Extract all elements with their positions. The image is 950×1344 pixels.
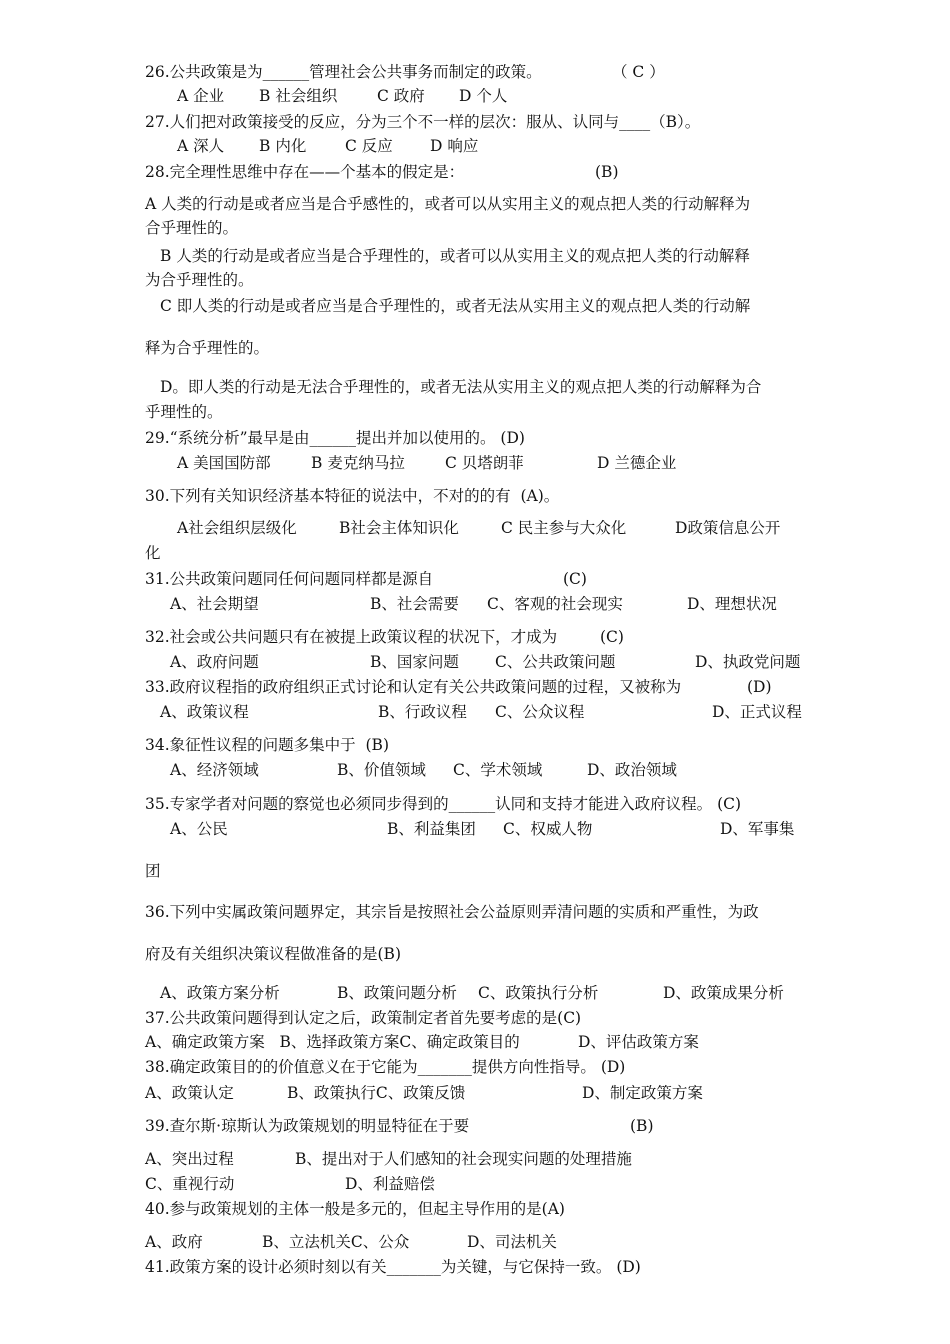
text-segment: C、重视行动 xyxy=(145,1175,235,1193)
text-segment: 合乎理性的。 xyxy=(145,219,239,237)
text-segment: D、政治领域 xyxy=(587,761,677,779)
text-segment: 39.查尔斯·琼斯认为政策规划的明显特征在于要 xyxy=(145,1117,470,1135)
text-segment: C 政府 xyxy=(377,87,425,105)
text-segment: 乎理性的。 xyxy=(145,403,223,421)
text-segment: 30.下列有关知识经济基本特征的说法中，不对的的有 (A)。 xyxy=(145,487,560,505)
text-segment: 32.社会或公共问题只有在被提上政策议程的状况下，才成为 xyxy=(145,628,558,646)
text-segment: A、经济领域 xyxy=(170,761,259,779)
text-segment: C 即人类的行动是或者应当是合乎理性的，或者无法从实用主义的观点把人类的行动解 xyxy=(160,297,751,315)
text-segment: A 人类的行动是或者应当是合乎感性的，或者可以从实用主义的观点把人类的行动解释为 xyxy=(145,195,751,213)
text-segment: D 兰德企业 xyxy=(597,454,677,472)
text-segment: (C) xyxy=(600,628,624,646)
text-segment: C 反应 xyxy=(345,137,393,155)
text-segment: B 人类的行动是或者应当是合乎理性的，或者可以从实用主义的观点把人类的行动解释 xyxy=(160,247,750,265)
text-segment: A、政府 xyxy=(145,1233,203,1251)
text-segment: 36.下列中实属政策问题界定，其宗旨是按照社会公益原则弄清问题的实质和严重性，为政 xyxy=(145,903,759,921)
text-segment: 28.完全理性思维中存在——个基本的假定是： xyxy=(145,163,465,181)
text-segment: D 响应 xyxy=(430,137,479,155)
text-segment: D、制定政策方案 xyxy=(582,1084,703,1102)
text-segment: (C) xyxy=(563,570,587,588)
text-segment: D、正式议程 xyxy=(712,703,802,721)
text-segment: (B) xyxy=(595,163,619,181)
text-segment: D、理想状况 xyxy=(687,595,777,613)
text-segment: C、政策执行分析 xyxy=(478,984,599,1002)
text-segment: 37.公共政策问题得到认定之后，政策制定者首先要考虑的是(C) xyxy=(145,1009,582,1027)
text-segment: C、学术领域 xyxy=(453,761,543,779)
text-segment: B 麦克纳马拉 xyxy=(311,454,405,472)
text-segment: B 内化 xyxy=(259,137,307,155)
text-segment: A、社会期望 xyxy=(170,595,259,613)
text-segment: 34.象征性议程的问题多集中于 (B) xyxy=(145,736,389,754)
text-segment: D、利益赔偿 xyxy=(345,1175,435,1193)
text-segment: A 美国国防部 xyxy=(177,454,271,472)
text-segment: B、政策问题分析 xyxy=(337,984,457,1002)
text-segment: 40.参与政策规划的主体一般是多元的，但起主导作用的是(A) xyxy=(145,1200,565,1218)
text-segment: D、评估政策方案 xyxy=(578,1033,699,1051)
text-segment: 38.确定政策目的的价值意义在于它能为_______提供方向性指导。 (D) xyxy=(145,1058,626,1076)
text-segment: D。即人类的行动是无法合乎理性的，或者无法从实用主义的观点把人类的行动解释为合 xyxy=(160,378,762,396)
text-segment: B、利益集团 xyxy=(387,820,476,838)
text-segment: D、执政党问题 xyxy=(695,653,801,671)
text-segment: B、政策执行C、政策反馈 xyxy=(287,1084,466,1102)
text-segment: 35.专家学者对问题的察觉也必须同步得到的______认同和支持才能进入政府议程。 (C) xyxy=(145,795,742,813)
text-segment: 府及有关组织决策议程做准备的是(B) xyxy=(145,945,401,963)
text-segment: A、政策议程 xyxy=(160,703,249,721)
text-segment: A、政府问题 xyxy=(170,653,259,671)
text-segment: B、立法机关C、公众 xyxy=(262,1233,410,1251)
text-segment: B、提出对于人们感知的社会现实问题的处理措施 xyxy=(295,1150,632,1168)
text-segment: B、价值领域 xyxy=(337,761,426,779)
text-segment: D、政策成果分析 xyxy=(663,984,784,1002)
text-segment: (B) xyxy=(630,1117,654,1135)
text-segment: B 社会组织 xyxy=(259,87,338,105)
text-segment: D 个人 xyxy=(459,87,508,105)
text-segment: B、社会需要 xyxy=(370,595,459,613)
text-segment: 26.公共政策是为______管理社会公共事务而制定的政策。 xyxy=(145,63,542,81)
text-segment: 团 xyxy=(145,862,161,880)
text-segment: B社会主体知识化 xyxy=(339,519,459,537)
text-segment: (D) xyxy=(747,678,772,696)
text-segment: 41.政策方案的设计必须时刻以有关_______为关键，与它保持一致。 (D) xyxy=(145,1258,641,1276)
text-segment: C、公共政策问题 xyxy=(495,653,616,671)
text-segment: A、确定政策方案 B、选择政策方案C、确定政策目的 xyxy=(145,1033,520,1051)
text-segment: 31.公共政策问题同任何问题同样都是源自 xyxy=(145,570,434,588)
text-segment: C、权威人物 xyxy=(503,820,593,838)
text-segment: B、国家问题 xyxy=(370,653,459,671)
text-segment: C、公众议程 xyxy=(495,703,585,721)
text-segment: A 深人 xyxy=(177,137,225,155)
text-segment: C 贝塔朗菲 xyxy=(445,454,524,472)
text-segment: A、突出过程 xyxy=(145,1150,234,1168)
text-segment: C、客观的社会现实 xyxy=(487,595,623,613)
text-segment: A、政策认定 xyxy=(145,1084,234,1102)
text-segment: A社会组织层级化 xyxy=(177,519,297,537)
text-segment: B、行政议程 xyxy=(378,703,467,721)
text-segment: 29.“系统分析”最早是由______提出并加以使用的。 (D) xyxy=(145,429,525,447)
text-segment: D、司法机关 xyxy=(467,1233,557,1251)
text-segment: A 企业 xyxy=(177,87,225,105)
text-segment: A、公民 xyxy=(170,820,228,838)
text-segment: 化 xyxy=(145,544,161,562)
text-segment: A、政策方案分析 xyxy=(160,984,280,1002)
text-segment: C 民主参与大众化 xyxy=(501,519,627,537)
text-segment: 释为合乎理性的。 xyxy=(145,339,270,357)
text-segment: 33.政府议程指的政府组织正式讨论和认定有关公共政策问题的过程，又被称为 xyxy=(145,678,682,696)
text-segment: （ C ） xyxy=(612,63,665,81)
text-segment: 27.人们把对政策接受的反应，分为三个不一样的层次：服从、认同与____（B）。 xyxy=(145,113,701,131)
text-segment: 为合乎理性的。 xyxy=(145,271,254,289)
text-segment: D、军事集 xyxy=(720,820,795,838)
text-segment: D政策信息公开 xyxy=(675,519,781,537)
